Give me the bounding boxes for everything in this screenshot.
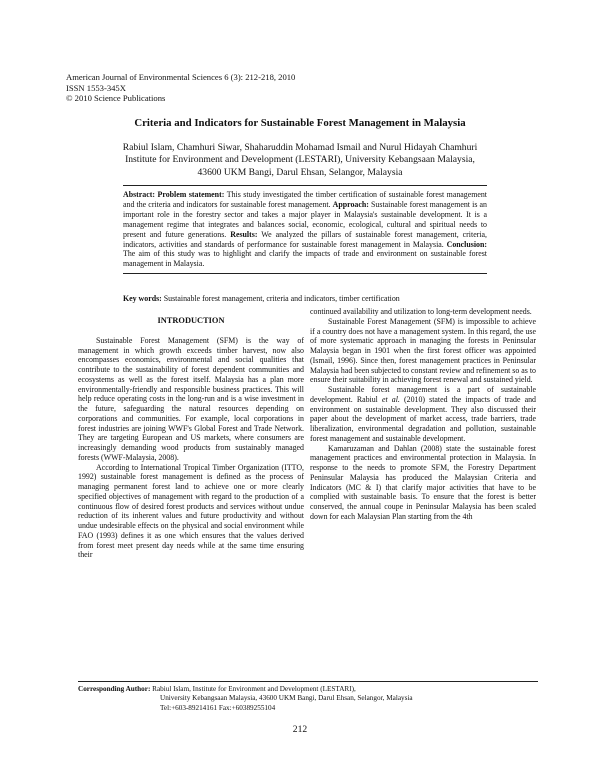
author-block xyxy=(0,142,600,179)
introduction-heading: INTRODUCTION xyxy=(157,316,225,325)
keywords xyxy=(123,294,487,304)
results-text: We analyzed the pillars of sustainable forest management, criteria, indicators, activities and standards of performance for sustainable forest management in Malaysia. xyxy=(123,229,487,249)
keywords-label: Key words: xyxy=(123,294,162,303)
conclusion-label: Conclusion: xyxy=(446,239,487,249)
author-address: 43600 UKM Bangi, Darul Ehsan, Selangor, Malaysia xyxy=(197,166,403,178)
paragraph xyxy=(310,385,536,444)
footnote-line3: Tel:+603-89214161 Fax:+60389255104 xyxy=(160,703,276,712)
problem-statement-label: Problem statement: xyxy=(157,190,225,199)
journal-issn: ISSN 1553-345X xyxy=(66,82,126,93)
journal-copyright: © 2010 Science Publications xyxy=(66,93,166,104)
corresponding-author-label: Corresponding Author: xyxy=(78,685,151,693)
footnote-line2: University Kebangsaan Malaysia, 43600 UKM Bangi, Darul Ehsan, Selangor, Malaysia xyxy=(160,694,413,703)
footnote-line xyxy=(78,685,538,694)
abstract-box xyxy=(123,185,487,274)
paragraph: Sustainable Forest Management (SFM) is the way of management in which growth exceeds timber harvest, now also encompasses economics, environmental and social qualities that contribute to the sustainability of forest dependent communities and ecosystems as well as the forest itself. Malaysia has a plan more environmentally-friendly and responsible business practices. This will help reduce operating costs in the long-run and is a wise investment in the future, safeguarding the natural resources depending on corporations and communities. For example, local corporations in forest industries are joining WWF's Global Forest and Trade Network. They are targeting European and US markets, where consumers are increasingly demanding wood products from sustainably managed forests (WWF-Malaysia, 2008). xyxy=(78,335,304,462)
approach-label: Approach: xyxy=(332,199,369,209)
page-number: 212 xyxy=(292,724,308,735)
author-names: Rabiul Islam, Chamhuri Siwar, Shaharuddin Mohamad Ismail and Nurul Hidayah Chamhuri xyxy=(122,142,478,153)
conclusion-text: The aim of this study was to highlight and clarify the impacts of trade and environment on sustainable forest management in Malaysia. xyxy=(123,249,487,269)
paragraph-text: (2010) stated the impacts of trade and environment on sustainable development. They also discussed their paper about the development of market access, trade barriers, trade liberalization, environmental degradation and pollution, sustainable forest management and sustainable development. xyxy=(310,394,537,443)
paragraph: According to International Tropical Timber Organization (ITTO, 1992) sustainable forest management is defined as the process of managing permanent forest land to achieve one or more clearly specified objectives of management with regard to the production of a continuous flow of desired forest products and services without undue reduction of its inherent values and future productivity and without undue undesirable effects on the physical and social environment while FAO (1993) defines it as one which ensures that the values derived from forest meet present day needs while at the same time ensuring their xyxy=(78,462,304,560)
footnote-line1: Rabiul Islam, Institute for Environment and Development (LESTARI), xyxy=(152,685,356,693)
paragraph-text: Sustainable forest management is a part of sustainable development. Rabiul xyxy=(310,385,536,404)
abstract-label: Abstract: xyxy=(123,190,155,199)
author-affiliation: Institute for Environment and Development (LESTARI), University Kebangsaan Malaysia, xyxy=(125,154,475,166)
corresponding-author-footnote xyxy=(78,681,538,713)
paragraph: Sustainable Forest Management (SFM) is impossible to achieve if a country does not have a management system. In this regard, the use of more systematic approach in managing the forests in Peninsular Malaysia began in 1901 when the first forest officer was appointed (Ismail, 1996). Since then, forest management practices in Peninsular Malaysia had been subjected to constant review and refinement so as to ensure their suitability in achieving forest renewal and sustained yield. xyxy=(310,316,536,385)
journal-citation: American Journal of Environmental Sciences 6 (3): 212-218, 2010 xyxy=(66,72,296,82)
et-al: et al. xyxy=(381,394,400,404)
paragraph: Kamaruzaman and Dahlan (2008) state the sustainable forest management practices and environmental protection in Malaysia. In response to the needs to promote SFM, the Forestry Department Peninsular Malaysia has produced the Malaysian Criteria and Indicators (MC & I) that clarify major activities that have to be complied with sustainable basis. To ensure that the forest is better conserved, the annual coupe in Peninsular Malaysia has been scaled down for each Malaysian Plan starting from the 4th xyxy=(310,443,536,521)
left-column xyxy=(78,316,304,560)
approach-text: Sustainable forest management is an important role in the forestry sector and takes a major player in Malaysia's sustainable development. It is a management regime that integrates and balances social, economic, ecological, cultural and spiritual needs to present and future generations. xyxy=(123,199,487,239)
right-column xyxy=(310,307,536,522)
results-label: Results: xyxy=(230,229,258,239)
paper-title: Criteria and Indicators for Sustainable Forest Management in Malaysia xyxy=(134,117,466,129)
journal-header xyxy=(66,72,295,104)
keywords-text: Sustainable forest management, criteria and indicators, timber certification xyxy=(163,294,400,303)
paragraph: continued availability and utilization to long-term development needs. xyxy=(310,307,532,316)
problem-statement-text: This study investigated the timber certification of sustainable forest management and the criteria and indicators for sustainable forest management. xyxy=(123,190,487,209)
